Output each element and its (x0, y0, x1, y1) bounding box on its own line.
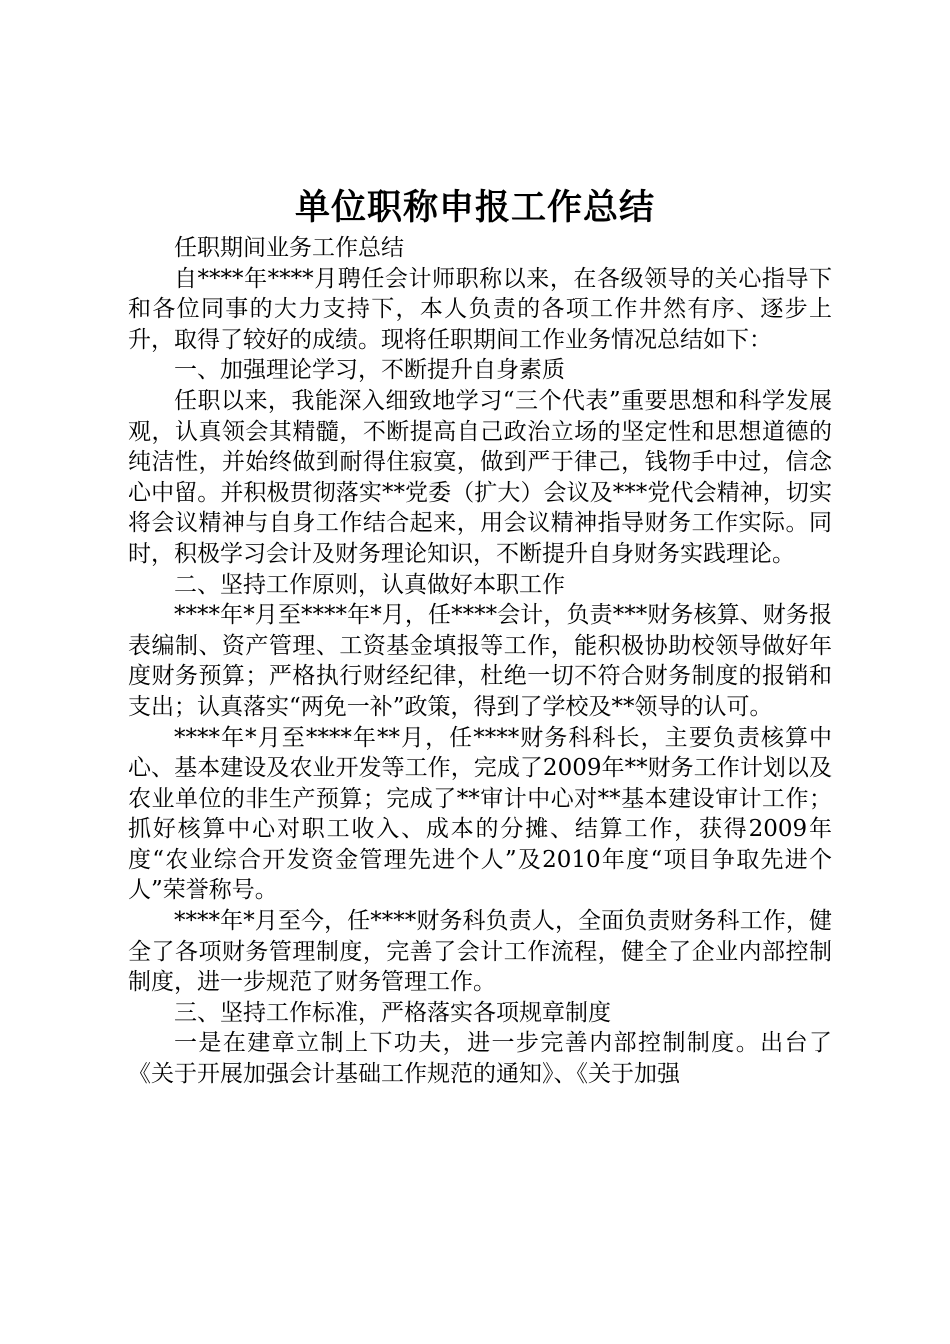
body-paragraph: ****年*月至****年**月，任****财务科科长，主要负责核算中心、基本建设及农业开发等工作，完成了2009年**财务工作计划以及农业单位的非生产预算；完成了**审计中心对**基本建设审计工作；抓好核算中心对职工收入、成本的分摊、结算工作，获得2009年度“农业综合开发资金管理先进个人”及2010年度“项目争取先进个人”荣誉称号。 (128, 724, 832, 904)
section-subtitle: 任职期间业务工作总结 (174, 235, 404, 261)
section-heading-1: 一、加强理论学习，不断提升自身素质 (174, 357, 565, 384)
body-paragraph: ****年*月至****年*月，任****会计，负责***财务核算、财务报表编制、资产管理、工资基金填报等工作，能积极协助校领导做好年度财务预算；严格执行财经纪律，杜绝一切不符合财务制度的报销和支出；认真落实“两免一补”政策，得到了学校及**领导的认可。 (128, 602, 832, 720)
body-paragraph: 任职以来，我能深入细致地学习“三个代表”重要思想和科学发展观，认真领会其精髓，不断提高自己政治立场的坚定性和思想道德的纯洁性，并始终做到耐得住寂寞，做到严于律己，钱物手中过，信念心中留。并积极贯彻落实**党委（扩大）会议及***党代会精神，切实将会议精神与自身工作结合起来，用会议精神指导财务工作实际。同时，积极学习会计及财务理论知识，不断提升自身财务实践理论。 (128, 387, 833, 567)
section-heading-2: 二、坚持工作原则，认真做好本职工作 (174, 571, 565, 598)
document-body (128, 233, 832, 1090)
document-title: 单位职称申报工作总结 (294, 187, 655, 228)
body-paragraph: 一是在建章立制上下功夫，进一步完善内部控制制度。出台了《关于开展加强会计基础工作规范的通知》、《关于加强 (128, 1030, 832, 1088)
body-paragraph: ****年*月至今，任****财务科负责人，全面负责财务科工作，健全了各项财务管理制度，完善了会计工作流程，健全了企业内部控制制度，进一步规范了财务管理工作。 (128, 908, 832, 996)
intro-paragraph: 自****年****月聘任会计师职称以来，在各级领导的关心指导下和各位同事的大力支持下，本人负责的各项工作井然有序、逐步上升，取得了较好的成绩。现将任职期间工作业务情况总结如下： (128, 265, 832, 353)
section-heading-3: 三、坚持工作标准，严格落实各项规章制度 (174, 999, 611, 1026)
